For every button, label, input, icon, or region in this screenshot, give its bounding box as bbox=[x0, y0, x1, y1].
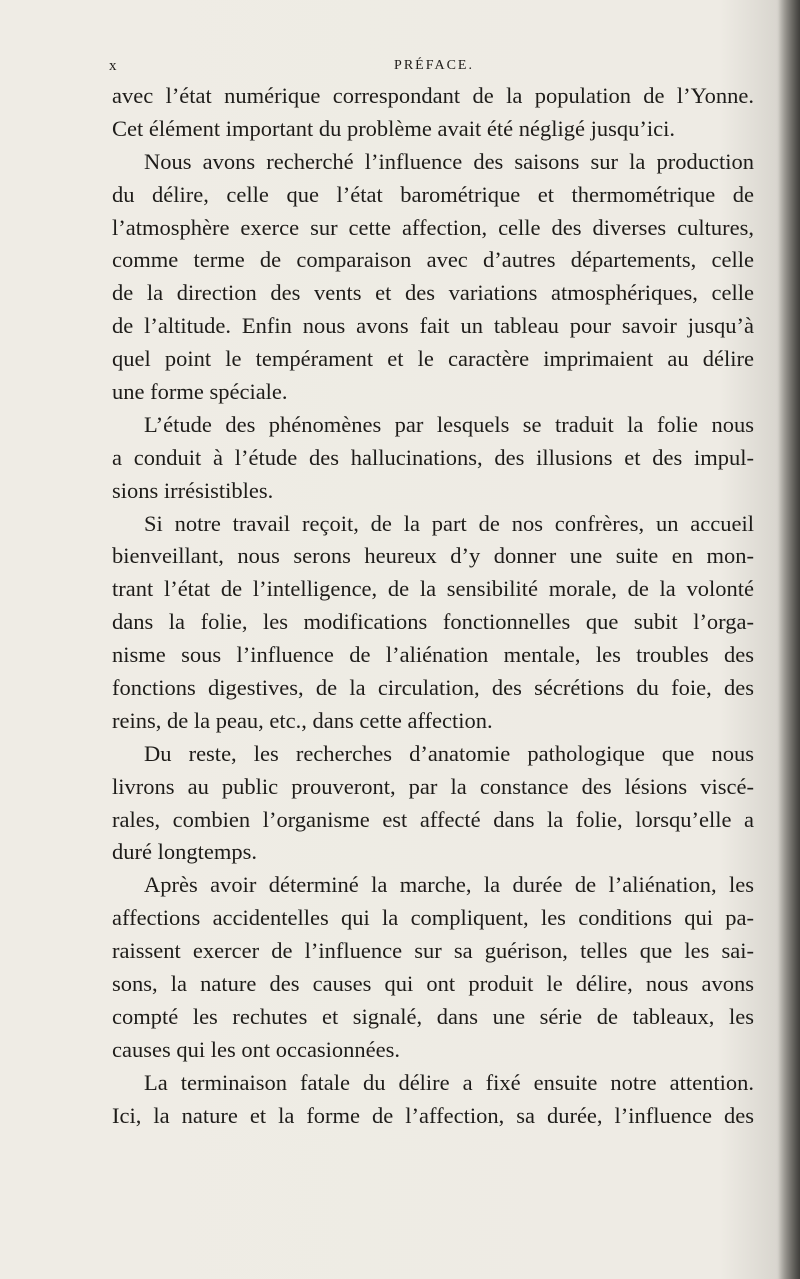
running-head: PRÉFACE. bbox=[394, 58, 474, 73]
text-line: L’étude des phénomènes par lesquels se traduit la folie nous bbox=[144, 411, 754, 437]
text-line: Nous avons recherché l’influence des saisons sur la production bbox=[144, 148, 754, 174]
text-line: une forme spéciale. bbox=[112, 379, 288, 405]
text-line: l’atmosphère exerce sur cette affection, celle des diverses cultures, bbox=[112, 214, 754, 240]
text-line: nisme sous l’influence de l’aliénation mentale, les troubles des bbox=[112, 642, 754, 668]
text-line: fonctions digestives, de la circulation, des sécrétions du foie, des bbox=[112, 675, 754, 701]
text-line: Du reste, les recherches d’anatomie pathologique que nous bbox=[144, 740, 754, 766]
text-line: rales, combien l’organisme est affecté dans la folie, lorsqu’elle a bbox=[112, 806, 754, 832]
page-header bbox=[109, 58, 759, 82]
text-line: comme terme de comparaison avec d’autres départements, celle bbox=[112, 247, 754, 273]
text-line: livrons au public prouveront, par la constance des lésions viscé- bbox=[112, 773, 754, 799]
text-line: compté les rechutes et signalé, dans une série de tableaux, les bbox=[112, 1003, 754, 1029]
text-line: reins, de la peau, etc., dans cette affection. bbox=[112, 707, 493, 733]
text-line: La terminaison fatale du délire a fixé ensuite notre attention. bbox=[144, 1069, 754, 1095]
text-line: a conduit à l’étude des hallucinations, des illusions et des impul- bbox=[112, 444, 754, 470]
text-line: sions irrésistibles. bbox=[112, 477, 274, 503]
text-line: Après avoir déterminé la marche, la durée de l’aliénation, les bbox=[144, 872, 754, 898]
text-line: raissent exercer de l’influence sur sa guérison, telles que les sai- bbox=[112, 938, 754, 964]
text-line: sons, la nature des causes qui ont produit le délire, nous avons bbox=[112, 971, 754, 997]
text-line: Cet élément important du problème avait été négligé jusqu’ici. bbox=[112, 115, 675, 141]
text-line: du délire, celle que l’état barométrique et thermométrique de bbox=[112, 181, 754, 207]
text-line: avec l’état numérique correspondant de la population de l’Yonne. bbox=[112, 83, 754, 108]
text-line: affections accidentelles qui la compliquent, les conditions qui pa- bbox=[112, 905, 754, 931]
text-line: duré longtemps. bbox=[112, 839, 257, 865]
text-line: bienveillant, nous serons heureux d’y donner une suite en mon- bbox=[112, 543, 754, 569]
text-line: dans la folie, les modifications fonctionnelles que subit l’orga- bbox=[112, 609, 754, 635]
body-text bbox=[112, 80, 754, 1133]
text-line: trant l’état de l’intelligence, de la sensibilité morale, de la volonté bbox=[112, 576, 754, 602]
page-edge-shadow bbox=[778, 0, 800, 1279]
text-line: Ici, la nature et la forme de l’affection, sa durée, l’influence des bbox=[112, 1102, 754, 1128]
text-line: Si notre travail reçoit, de la part de nos confrères, un accueil bbox=[144, 510, 754, 536]
text-line: de l’altitude. Enfin nous avons fait un tableau pour savoir jusqu’à bbox=[112, 313, 754, 339]
text-line: causes qui les ont occasionnées. bbox=[112, 1036, 401, 1062]
text-line: de la direction des vents et des variations atmosphériques, celle bbox=[112, 280, 754, 306]
text-line: quel point le tempérament et le caractère imprimaient au délire bbox=[112, 346, 754, 372]
page-number: x bbox=[109, 58, 117, 74]
